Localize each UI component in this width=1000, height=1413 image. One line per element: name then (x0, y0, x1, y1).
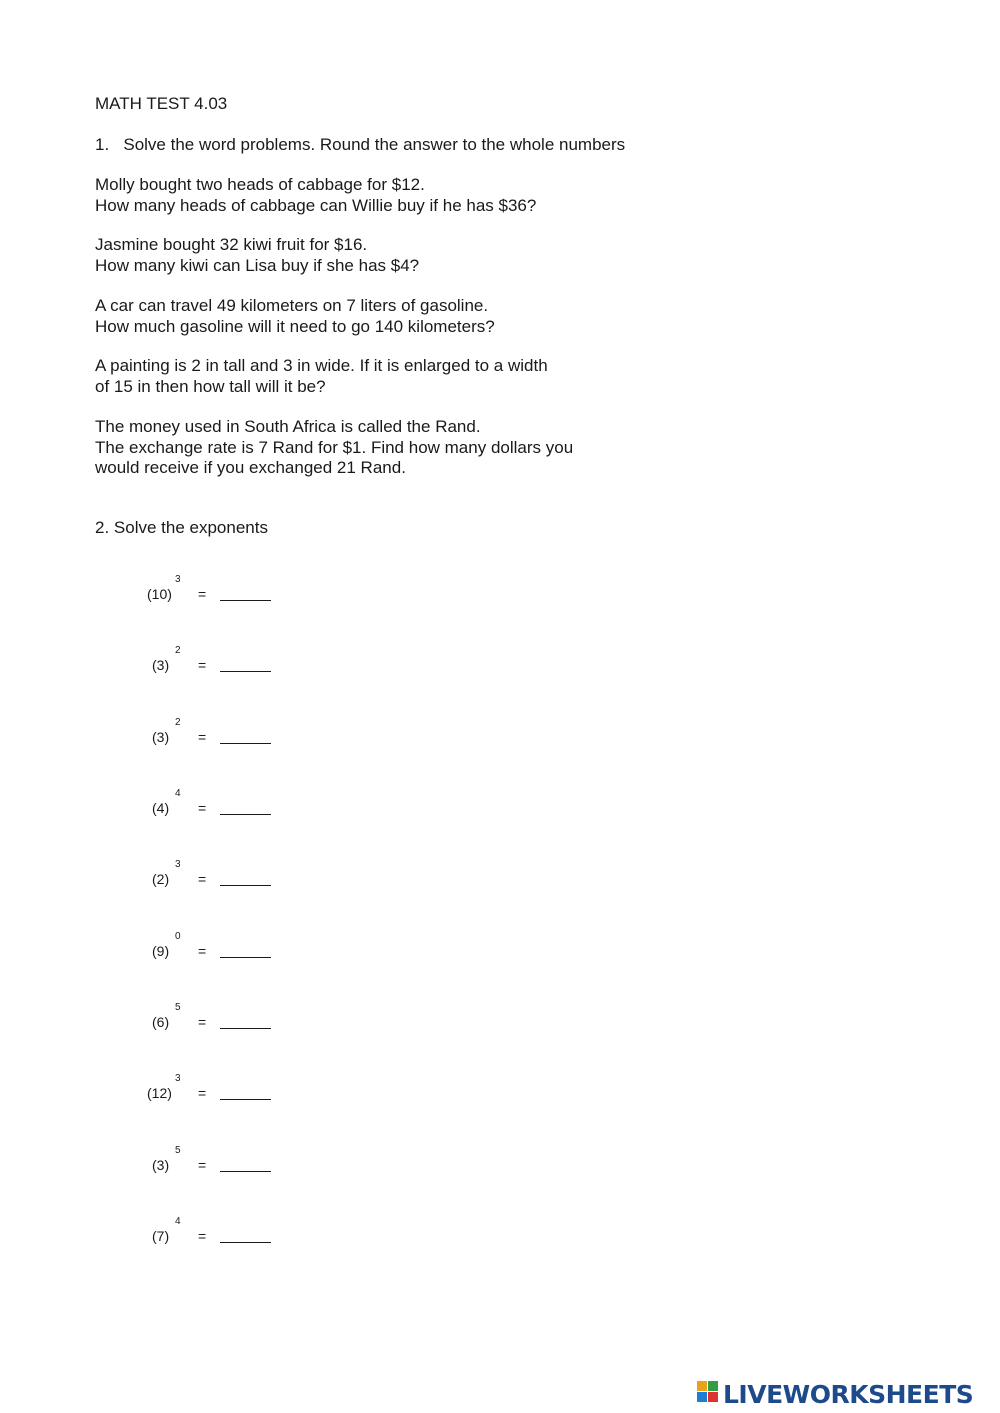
problem-line: How many heads of cabbage can Willie buy if he has $36? (95, 195, 537, 215)
liveworksheets-logo-text: LIVEWORKSHEETS (723, 1379, 974, 1409)
page-title: MATH TEST 4.03 (95, 94, 228, 113)
exercise-base: (3) (152, 1157, 170, 1173)
exercise-power: 0 (175, 931, 181, 942)
exponent-exercise-8 (0, 1073, 400, 1107)
equals-sign: = (198, 1157, 207, 1173)
problem-line: of 15 in then how tall will it be? (95, 376, 326, 396)
answer-blank[interactable] (220, 671, 271, 672)
word-problem-1 (95, 175, 536, 216)
section-1-instruction (95, 135, 625, 155)
problem-line: How many kiwi can Lisa buy if she has $4? (95, 255, 420, 275)
exercise-base: (10) (147, 586, 172, 602)
answer-blank[interactable] (220, 1171, 271, 1172)
word-problem-4 (95, 356, 548, 397)
exercise-base: (3) (152, 729, 170, 745)
equals-sign: = (198, 1085, 207, 1101)
exercise-base: (12) (147, 1085, 172, 1101)
answer-blank[interactable] (220, 1242, 271, 1243)
exercise-power: 3 (175, 574, 181, 585)
exponent-exercise-5 (0, 859, 400, 893)
exponent-exercise-10 (0, 1216, 400, 1250)
exponent-exercise-3 (0, 717, 400, 751)
problem-line: Molly bought two heads of cabbage for $12. (95, 175, 425, 194)
answer-blank[interactable] (220, 1028, 271, 1029)
problem-line: A car can travel 49 kilometers on 7 liters of gasoline. (95, 296, 489, 315)
section-1-number: 1. (95, 135, 110, 154)
equals-sign: = (198, 800, 207, 816)
word-problem-2 (95, 235, 419, 276)
answer-blank[interactable] (220, 814, 271, 815)
problem-line: would receive if you exchanged 21 Rand. (95, 458, 406, 477)
exercise-base: (4) (152, 800, 170, 816)
exercise-power: 3 (175, 1073, 181, 1084)
exercise-power: 4 (175, 1216, 181, 1227)
exponent-exercise-7 (0, 1002, 400, 1036)
exercise-power: 4 (175, 788, 181, 799)
problem-line: How much gasoline will it need to go 140 kilometers? (95, 316, 495, 336)
exercise-power: 2 (175, 717, 181, 728)
answer-blank[interactable] (220, 957, 271, 958)
equals-sign: = (198, 586, 207, 602)
equals-sign: = (198, 1014, 207, 1030)
problem-line: A painting is 2 in tall and 3 in wide. If it is enlarged to a width (95, 356, 548, 375)
exercise-power: 5 (175, 1002, 181, 1013)
equals-sign: = (198, 729, 207, 745)
exercise-base: (2) (152, 871, 170, 887)
answer-blank[interactable] (220, 885, 271, 886)
equals-sign: = (198, 1228, 207, 1244)
answer-blank[interactable] (220, 743, 271, 744)
liveworksheets-logo (697, 1379, 973, 1409)
exponent-exercise-6 (0, 931, 400, 965)
problem-line: The money used in South Africa is called the Rand. (95, 417, 481, 436)
exercise-power: 5 (175, 1145, 181, 1156)
exponent-exercise-1 (0, 574, 400, 608)
exponent-exercise-2 (0, 645, 400, 679)
exercise-base: (7) (152, 1228, 170, 1244)
exercise-power: 2 (175, 645, 181, 656)
exercise-base: (9) (152, 943, 170, 959)
liveworksheets-logo-icon (697, 1381, 721, 1407)
exercise-base: (3) (152, 657, 170, 673)
section-1-instruction-text: Solve the word problems. Round the answer to the whole numbers (123, 135, 626, 154)
answer-blank[interactable] (220, 1099, 271, 1100)
equals-sign: = (198, 871, 207, 887)
exercise-power: 3 (175, 859, 181, 870)
section-2-title: 2. Solve the exponents (95, 518, 268, 537)
equals-sign: = (198, 943, 207, 959)
answer-blank[interactable] (220, 600, 271, 601)
word-problem-5 (95, 417, 573, 479)
exponent-exercise-4 (0, 788, 400, 822)
problem-line: The exchange rate is 7 Rand for $1. Find how many dollars you (95, 437, 574, 457)
exponent-exercise-9 (0, 1145, 400, 1179)
problem-line: Jasmine bought 32 kiwi fruit for $16. (95, 235, 368, 254)
word-problem-3 (95, 296, 495, 337)
equals-sign: = (198, 657, 207, 673)
exercise-base: (6) (152, 1014, 170, 1030)
